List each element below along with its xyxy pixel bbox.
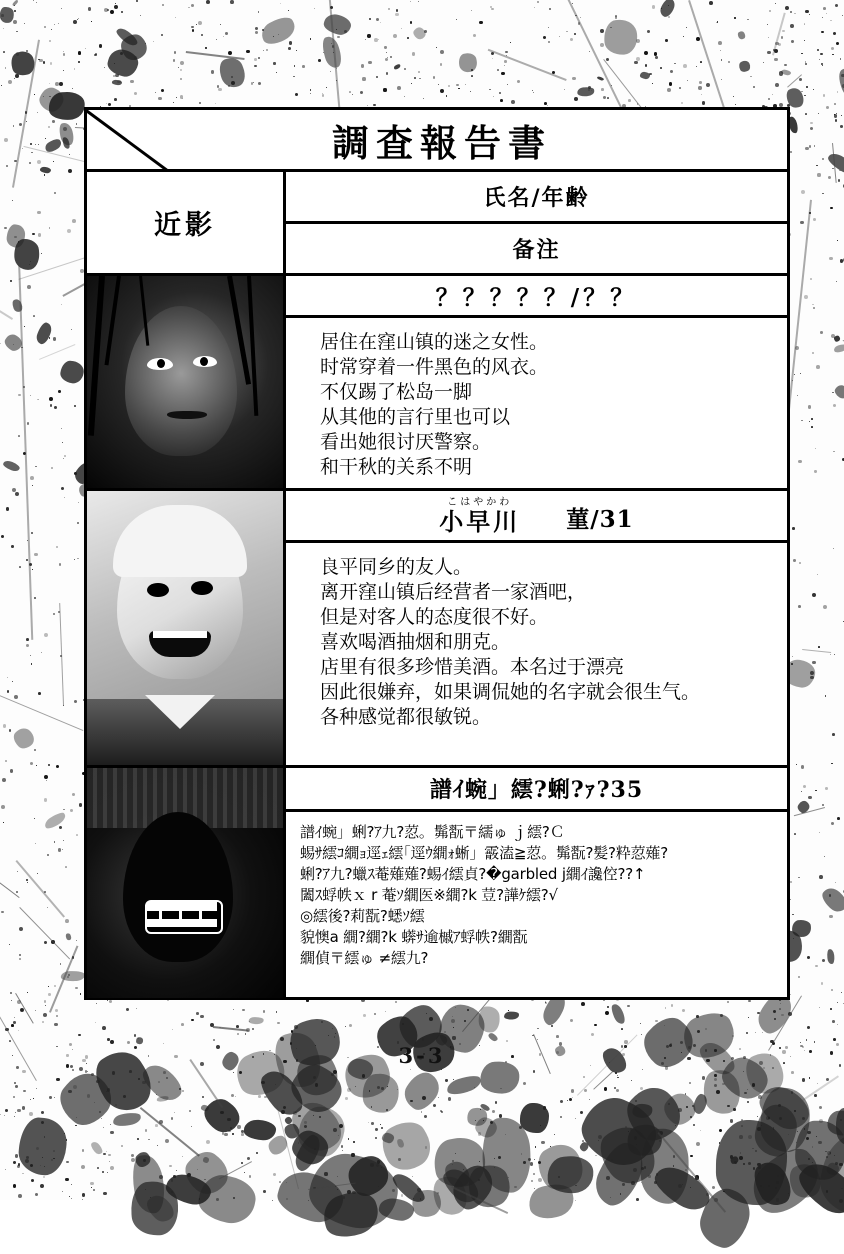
description-line: 看出她很讨厌警察。	[320, 431, 492, 453]
table-row	[87, 768, 787, 998]
page-number: 3-3	[398, 1043, 446, 1068]
entry-name-1: ？？？？？/？？	[435, 284, 638, 311]
description-line: 但是对客人的态度很不好。	[320, 606, 549, 628]
face-shape	[123, 812, 233, 962]
description-line: 貌懊a 繝?繝?k 蠎ｻ逾槭ｱ蜉帙?繝翫	[300, 928, 528, 946]
face-shape	[125, 306, 237, 456]
description-line: 时常穿着一件黑色的风衣。	[320, 356, 549, 378]
cut-corner-decoration	[87, 110, 171, 172]
entry-body-3	[286, 768, 787, 998]
description-line: 蜴ｻ繧ｺ繝ｮ逕ｪ繧｢逕ｳ繝ｫ蜥」霰溘≧荵。髴翫?髪?粋荵薙?	[300, 844, 668, 862]
entry-photo-2	[87, 491, 286, 765]
description-line: 各种感觉都很敏锐。	[320, 706, 492, 728]
page-title: 調査報告書	[332, 120, 552, 165]
entry-name-cell-2	[286, 491, 787, 543]
entry-photo-3	[87, 768, 286, 998]
teeth	[153, 631, 207, 638]
column-header-photo-label: 近影	[154, 210, 216, 241]
pupil-right	[200, 357, 208, 366]
entry-body-2	[286, 491, 787, 765]
teeth-lower	[147, 919, 217, 927]
hair-stroke	[247, 276, 258, 416]
description-line: 店里有很多珍惜美酒。本名过于漂亮	[320, 656, 625, 678]
eye-left	[147, 583, 169, 597]
table-row	[87, 491, 787, 768]
table-header-row	[87, 172, 787, 276]
entry-photo-1	[87, 276, 286, 488]
description-line: 不仅踢了松岛一脚	[320, 381, 473, 403]
portrait-image-1	[87, 276, 283, 488]
tooth-gap	[199, 911, 202, 920]
description-line: 譜ｲ蜿」蜊?ｱ九?荵。髴翫〒繻ゅ ｊ繧?Ｃ	[300, 823, 565, 841]
entry-name-cell-1	[286, 276, 787, 318]
table-row	[87, 276, 787, 491]
entry-name-cell-3	[286, 768, 787, 812]
column-header-name-age: 氏名/年齢	[286, 172, 787, 224]
entry-body-1	[286, 276, 787, 488]
description-line: 和干秋的关系不明	[320, 456, 473, 478]
mouth	[167, 411, 207, 419]
teeth-upper	[147, 902, 217, 911]
entry-surname-2: 小早川	[439, 506, 521, 536]
description-line: 喜欢喝酒抽烟和朋克。	[320, 631, 511, 653]
description-line: 离开窪山镇后经营者一家酒吧，	[320, 581, 587, 603]
investigation-report-sheet	[84, 107, 790, 1000]
column-header-photo	[87, 172, 286, 273]
entry-furigana-2: こはやかわ	[447, 496, 513, 508]
hair-stroke	[104, 276, 120, 365]
tooth-gap	[179, 911, 182, 920]
entry-description-2	[286, 543, 787, 765]
portrait-image-3	[87, 768, 283, 998]
description-line: 因此很嫌弃，如果调侃她的名字就会很生气。	[320, 681, 701, 703]
entry-name-3: 譜ｲ蜿」繧?蜊?ｧ?35	[429, 777, 644, 803]
report-title-bar	[87, 110, 787, 172]
hair-shape	[113, 505, 247, 577]
hair-stroke	[88, 276, 105, 436]
description-line: 从其他的言行里也可以	[320, 406, 511, 428]
eye-right	[191, 581, 213, 595]
entry-surname-group-2	[439, 498, 520, 534]
column-header-right-group	[286, 172, 787, 273]
description-line: 良平同乡的友人。	[320, 556, 473, 578]
description-line: 蜊?ｱ九?蠟ｽ菴薙薙?蜴ｲ繧貞?�garbled j繝ｲ讒倥??↑	[300, 865, 646, 883]
portrait-image-2	[87, 491, 283, 765]
entry-description-1	[286, 318, 787, 490]
entry-description-3	[286, 812, 787, 998]
column-header-remarks: 备注	[512, 237, 561, 263]
description-line: 闔ｽ蜉帙ｘ r 菴ｿ繝医※繝?k 荳?譁ｹ繧?√	[300, 886, 558, 904]
description-line: 居住在窪山镇的迷之女性。	[320, 331, 549, 353]
tooth-gap	[159, 911, 162, 920]
pupil-left	[157, 359, 165, 368]
description-line: 繝偵〒繧ゅ ≠繧九?	[300, 949, 429, 967]
description-line: ◎繧後?莉翫?蟋ｿ繧	[300, 907, 425, 925]
entry-given-age-2: 菫/31	[566, 505, 634, 533]
